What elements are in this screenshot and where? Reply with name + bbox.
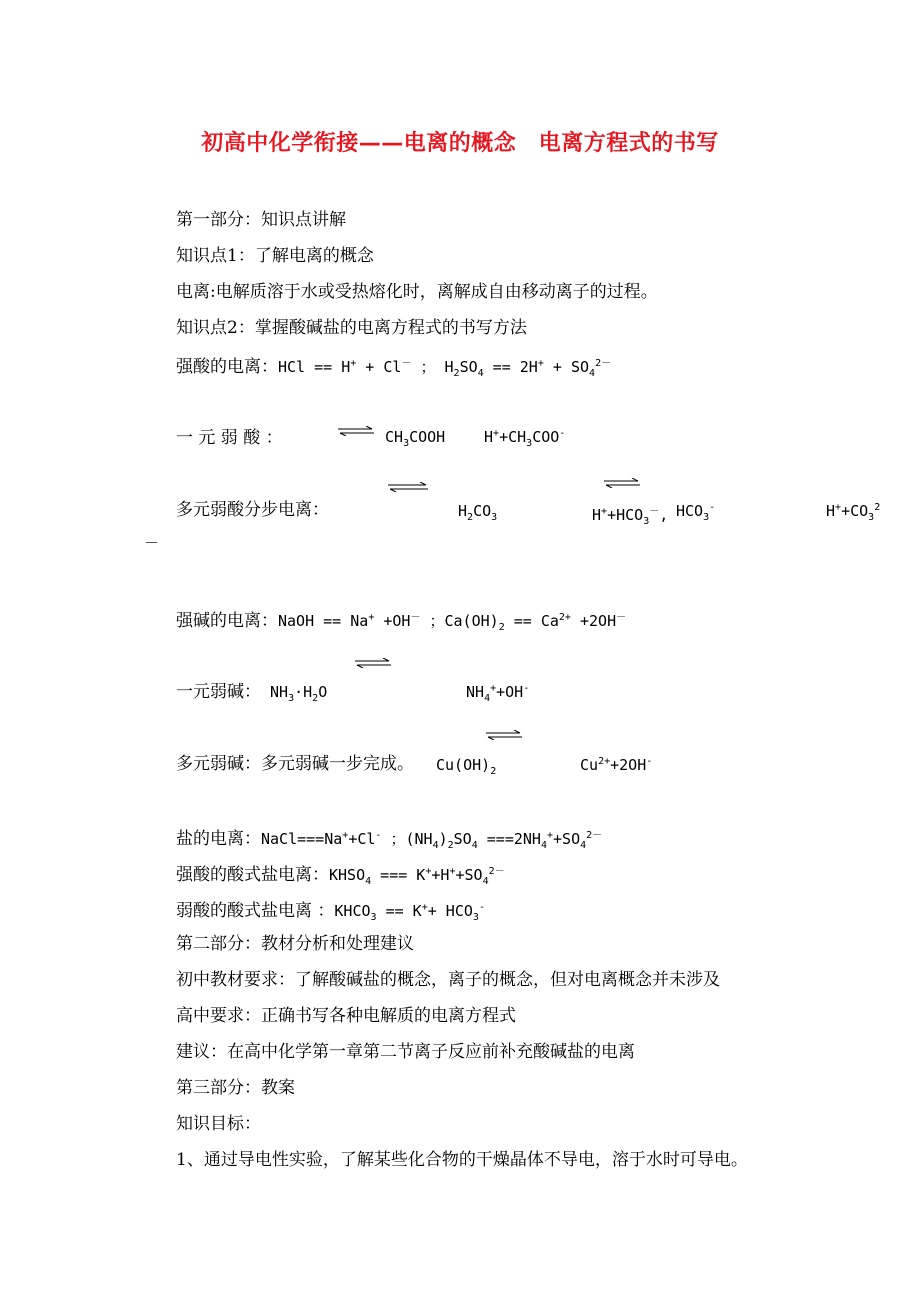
equilibrium-arrow-icon — [336, 426, 376, 436]
copper-ion-product: $Cu^{2+}+2OH^-$ — [580, 756, 653, 774]
equilibrium-arrow-icon — [484, 730, 524, 740]
weak-acid-salt-line: 弱酸的酸式盐电离 ：$KHCO_3 == K^++ HCO_3^-$ — [176, 901, 485, 923]
page-title: 初高中化学衔接——电离的概念 电离方程式的书写 — [201, 131, 719, 156]
section-heading-part2: 第二部分：教材分析和处理建议 — [176, 934, 414, 954]
strong-acid-line — [176, 354, 611, 384]
strong-acid-label: 强酸的电离： — [176, 357, 278, 377]
carbonic-acid-reactant: $H_2CO_3$ — [458, 502, 498, 523]
acetic-acid-reactant: $CH_3COOH$ — [385, 428, 446, 449]
bicarbonate-reactant: $HCO_3^-$ — [676, 502, 716, 523]
acetic-acid-product: $H^++CH_3COO^-$ — [484, 428, 566, 449]
monobasic-weak-base-label: 一元弱碱： — [176, 682, 261, 702]
strong-acid-eq-1: HCl == H+ + Cl－ ； $H_2SO_4 == 2H^+ + SO_4^{2-}$ — [278, 358, 612, 379]
equilibrium-arrow-icon — [602, 478, 642, 488]
wrapped-charge-minus: － — [144, 534, 160, 552]
equilibrium-arrow-icon — [353, 658, 393, 668]
ammonia-hydrate-reactant: $NH_3\cdot H_2O$ — [270, 683, 328, 704]
bicarbonate-product: $H^++HCO_3^-$, — [592, 506, 669, 527]
junior-requirement: 初中教材要求：了解酸碱盐的概念，离子的概念，但对电离概念并未涉及 — [176, 970, 720, 990]
suggestion: 建议：在高中化学第一章第二节离子反应前补充酸碱盐的电离 — [176, 1042, 635, 1062]
polyprotic-weak-acid-label: 多元弱酸分步电离： — [176, 500, 329, 520]
ammonium-product: $NH_4^++OH^-$ — [466, 683, 530, 704]
section-heading-part1: 第一部分：知识点讲解 — [176, 210, 346, 230]
copper-hydroxide-reactant: $Cu(OH)_2$ — [436, 756, 497, 777]
goal-item-1: 1、通过导电性实验，了解某些化合物的干燥晶体不导电，溶于水时可导电。 — [176, 1150, 748, 1170]
ionization-definition: 电离:电解质溶于水或受热熔化时，离解成自由移动离子的过程。 — [176, 282, 658, 302]
salt-line: 盐的电离：NaCl===Na++Cl- ；$(NH_4)_2SO_4 ===2NH_4^++SO_4^{2-}$ — [176, 829, 603, 851]
monoprotic-weak-acid-label: 一 元 弱 酸 ： — [176, 428, 283, 448]
equilibrium-arrow-icon — [386, 482, 430, 492]
knowledge-point-1: 知识点1：了解电离的概念 — [176, 246, 374, 266]
polybasic-weak-base-label: 多元弱碱：多元弱碱一步完成。 — [176, 754, 414, 774]
carbonate-product: $H^++CO_3^2$ — [826, 502, 881, 523]
knowledge-point-2: 知识点2：掌握酸碱盐的电离方程式的书写方法 — [176, 318, 527, 338]
section-heading-part3: 第三部分：教案 — [176, 1078, 295, 1098]
knowledge-goal-heading: 知识目标： — [176, 1114, 261, 1134]
senior-requirement: 高中要求：正确书写各种电解质的电离方程式 — [176, 1006, 516, 1026]
strong-base-line: 强碱的电离：NaOH == Na+ +OH－ ；$Ca(OH)_2 == Ca^{2+} +2OH^-$ — [176, 611, 627, 633]
strong-acid-salt-line: 强酸的酸式盐电离：$KHSO_4$ === $K^++H^++SO_4^{2-}$ — [176, 865, 505, 887]
